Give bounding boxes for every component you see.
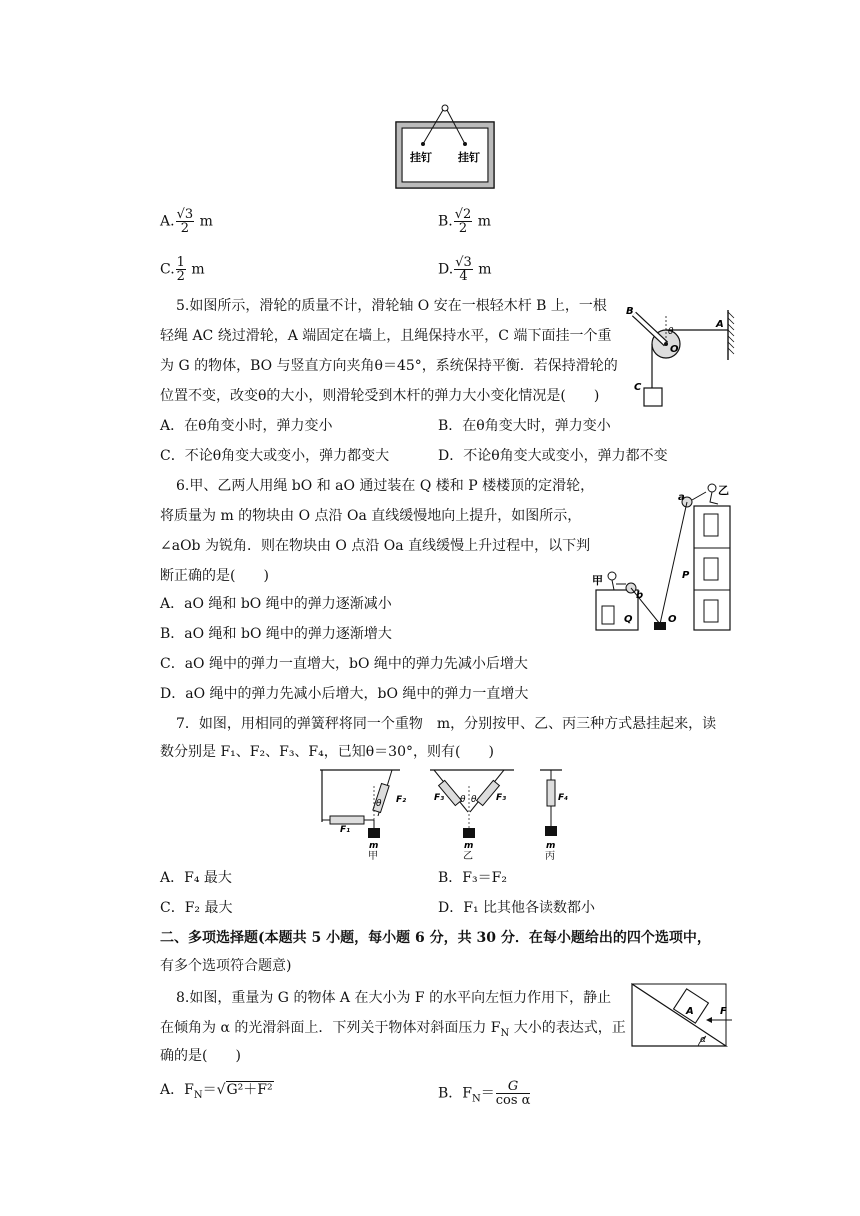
label-yi-fig: 乙: [463, 851, 473, 860]
q6-stem-line3: ∠aOb 为锐角．则在物块由 O 点沿 Oa 直线缓慢上升过程中，以下判: [160, 538, 591, 554]
q4-option-a[interactable]: A. $\frac{√3}{2}$ m: [160, 207, 213, 236]
nail-label-right: 挂钉: [458, 151, 480, 164]
q5-option-a[interactable]: A．在θ角变小时，弹力变小: [160, 418, 333, 434]
label-f3-right: F₃: [496, 793, 507, 803]
label-b: B: [626, 306, 634, 317]
label-f-force: F: [720, 1006, 727, 1017]
q4-a-num: √3: [176, 207, 194, 222]
label-c: C: [634, 382, 642, 393]
spring-scales-figure: [318, 766, 580, 860]
q4-option-c[interactable]: C. $\frac{1}{2}$ m: [160, 255, 205, 284]
label-m-jia: m: [369, 841, 379, 851]
section2-heading-line1: 二、多项选择题(本题共 5 小题，每小题 6 分，共 30 分．在每小题给出的四个选项中，: [160, 930, 711, 946]
q6-option-d[interactable]: D．aO 绳中的弹力先减小后增大，bO 绳中的弹力一直增大: [160, 686, 529, 702]
q6-stem-line4: 断正确的是( ): [160, 568, 269, 584]
q6-option-a[interactable]: A．aO 绳和 bO 绳中的弹力逐渐减小: [160, 596, 392, 612]
q7-option-d[interactable]: D．F₁ 比其他各读数都小: [438, 900, 596, 916]
label-q: Q: [624, 614, 633, 625]
label-p: P: [682, 570, 690, 581]
label-jia: 甲: [592, 574, 603, 587]
q7-option-a[interactable]: A．F₄ 最大: [160, 870, 232, 886]
q5-stem-line2: 轻绳 AC 绕过滑轮，A 端固定在墙上，且绳保持水平，C 端下面挂一个重: [160, 328, 612, 344]
label-o-small: O: [668, 614, 677, 625]
label-f2-jia: F₂: [396, 795, 407, 805]
q8-option-b[interactable]: B．$F_N=$ $\frac{G}{\text{cos α}}$: [438, 1079, 531, 1108]
label-theta-yi-right: θ: [471, 795, 477, 805]
q5-stem-line3: 为 G 的物体，BO 与竖直方向夹角θ＝45°，系统保持平衡．若保持滑轮的: [160, 358, 618, 374]
label-a: A: [716, 319, 724, 330]
q7-option-b[interactable]: B．F₃＝F₂: [438, 870, 507, 886]
label-f1: F₁: [340, 825, 351, 835]
label-m-yi: m: [464, 841, 474, 851]
q8-a-radicand: G²＋F²: [226, 1082, 273, 1098]
label-yi: 乙: [718, 484, 729, 497]
label-theta-yi-left: θ: [460, 795, 466, 805]
q5-option-b[interactable]: B．在θ角变大时，弹力变小: [438, 418, 611, 434]
label-a-small: a: [678, 492, 685, 503]
label-alpha: α: [700, 1035, 706, 1045]
q4-option-b[interactable]: B. $\frac{√2}{2}$ m: [438, 207, 492, 236]
q5-stem-line4: 位置不变，改变θ的大小，则滑轮受到木杆的弹力大小变化情况是( ): [160, 388, 600, 404]
q5-option-d[interactable]: D．不论θ角变大或变小，弹力都不变: [438, 448, 668, 464]
label-theta-jia: θ: [376, 799, 382, 809]
q8-option-a[interactable]: A．$F_N=√G^2+F^2$: [160, 1082, 273, 1101]
pulley-figure: [620, 300, 740, 414]
q6-option-c[interactable]: C．aO 绳中的弹力一直增大，bO 绳中的弹力先减小后增大: [160, 656, 528, 672]
q5-option-c[interactable]: C．不论θ角变大或变小，弹力都变大: [160, 448, 390, 464]
q5-stem-line1: 5.如图所示，滑轮的质量不计，滑轮轴 O 安在一根轻木杆 B 上，一根: [176, 298, 607, 314]
q6-option-b[interactable]: B．aO 绳和 bO 绳中的弹力逐渐增大: [160, 626, 392, 642]
q7-option-c[interactable]: C．F₂ 最大: [160, 900, 233, 916]
q4-option-d[interactable]: D. $\frac{√3}{4}$ m: [438, 255, 492, 284]
sqrt-sign: √: [216, 1082, 226, 1098]
incline-figure: [628, 980, 740, 1050]
q6-stem-line1: 6.甲、乙两人用绳 bO 和 aO 通过装在 Q 楼和 P 楼楼顶的定滑轮，: [176, 478, 595, 494]
q7-stem-line1: 7．如图，用相同的弹簧秤将同一个重物 m，分别按甲、乙、丙三种方式悬挂起来，读: [176, 716, 717, 732]
label-a-block: A: [686, 1006, 694, 1017]
label-b-small: b: [636, 590, 644, 601]
q8-stem-line2: 在倾角为 α 的光滑斜面上．下列关于物体对斜面压力 $F_N$ 大小的表达式，正: [160, 1020, 626, 1039]
section2-heading-line2: 有多个选项符合题意): [160, 958, 292, 974]
label-o: O: [670, 344, 679, 355]
q7-stem-line2: 数分别是 F₁、F₂、F₃、F₄，已知θ＝30°，则有( ): [160, 744, 494, 760]
nail-label-left: 挂钉: [410, 151, 432, 164]
label-m-bing: m: [546, 841, 556, 851]
label-f3-left: F₃: [434, 793, 445, 803]
q8-stem-line1: 8.如图，重量为 G 的物体 A 在大小为 F 的水平向左恒力作用下，静止: [176, 990, 612, 1006]
label-jia-fig: 甲: [368, 851, 378, 860]
q6-stem-line2: 将质量为 m 的物块由 O 点沿 Oa 直线缓慢地向上提升，如图所示，: [160, 508, 582, 524]
label-theta: θ: [668, 327, 674, 337]
q8-stem-line3: 确的是( ): [160, 1048, 241, 1064]
label-f4: F₄: [558, 793, 569, 803]
label-bing-fig: 丙: [545, 851, 555, 860]
frame-figure: [392, 100, 498, 192]
buildings-figure: [588, 480, 738, 632]
